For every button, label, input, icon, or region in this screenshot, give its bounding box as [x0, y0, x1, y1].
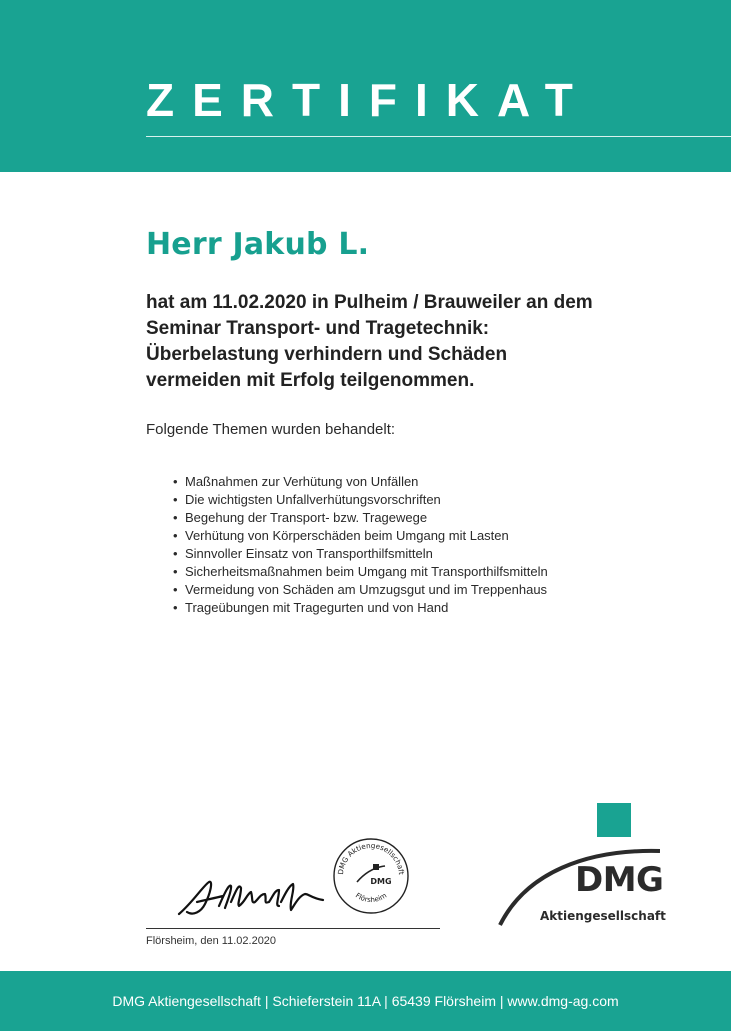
bullet-icon: •: [173, 600, 178, 615]
topic-text: Vermeidung von Schäden am Umzugsgut und im Treppenhaus: [185, 582, 548, 597]
logo-subtitle: Aktiengesellschaft: [540, 909, 666, 923]
place-and-date: Flörsheim, den 11.02.2020: [146, 935, 277, 947]
seal-top-text: DMG Aktiengesellschaft: [335, 840, 406, 876]
bullet-icon: •: [173, 546, 178, 561]
certificate-title: ZERTIFIKAT: [146, 74, 591, 126]
footer-address: DMG Aktiengesellschaft | Schieferstein 11A | 65439 Flörsheim | www.dmg-ag.com: [112, 993, 619, 1009]
list-item: [173, 581, 548, 599]
topic-text: Sinnvoller Einsatz von Transporthilfsmitteln: [185, 546, 433, 561]
recipient-name: Herr Jakub L.: [146, 227, 370, 262]
company-seal-stamp: [331, 836, 411, 916]
topic-text: Verhütung von Körperschäden beim Umgang mit Lasten: [185, 528, 509, 543]
bullet-icon: •: [173, 528, 178, 543]
topic-text: Trageübungen mit Tragegurten und von Hand: [185, 600, 449, 615]
list-item: [173, 563, 548, 581]
svg-text:Flörsheim: [354, 891, 388, 904]
list-item: [173, 509, 548, 527]
topic-text: Die wichtigsten Unfallverhütungsvorschriften: [185, 492, 441, 507]
bullet-icon: •: [173, 510, 178, 525]
participation-statement: [146, 290, 686, 394]
list-item: [173, 599, 548, 617]
topic-text: Maßnahmen zur Verhütung von Unfällen: [185, 474, 419, 489]
signature-line: [146, 928, 440, 929]
header-divider: [146, 136, 731, 137]
statement-line: vermeiden mit Erfolg teilgenommen.: [146, 370, 475, 391]
logo-wordmark: DMG: [575, 860, 664, 900]
topic-list: [173, 473, 548, 617]
dmg-logo: [496, 803, 666, 927]
bullet-icon: •: [173, 492, 178, 507]
seal-center-text: DMG: [370, 877, 392, 886]
statement-line: hat am 11.02.2020 in Pulheim / Brauweiler an dem: [146, 292, 593, 313]
topic-text: Begehung der Transport- bzw. Tragewege: [185, 510, 428, 525]
bullet-icon: •: [173, 582, 178, 597]
list-item: [173, 527, 548, 545]
seal-bottom-text: Flörsheim: [353, 891, 389, 905]
handwritten-signature: [175, 872, 327, 922]
bullet-icon: •: [173, 474, 178, 489]
bullet-icon: •: [173, 564, 178, 579]
topic-text: Sicherheitsmaßnahmen beim Umgang mit Transporthilfsmitteln: [185, 564, 548, 579]
list-item: [173, 473, 548, 491]
topics-intro: Folgende Themen wurden behandelt:: [146, 421, 396, 438]
statement-line: Überbelastung verhindern und Schäden: [146, 344, 508, 365]
list-item: [173, 545, 548, 563]
statement-line: Seminar Transport- und Tragetechnik:: [146, 318, 490, 339]
list-item: [173, 491, 548, 509]
logo-square-icon: [597, 803, 631, 837]
